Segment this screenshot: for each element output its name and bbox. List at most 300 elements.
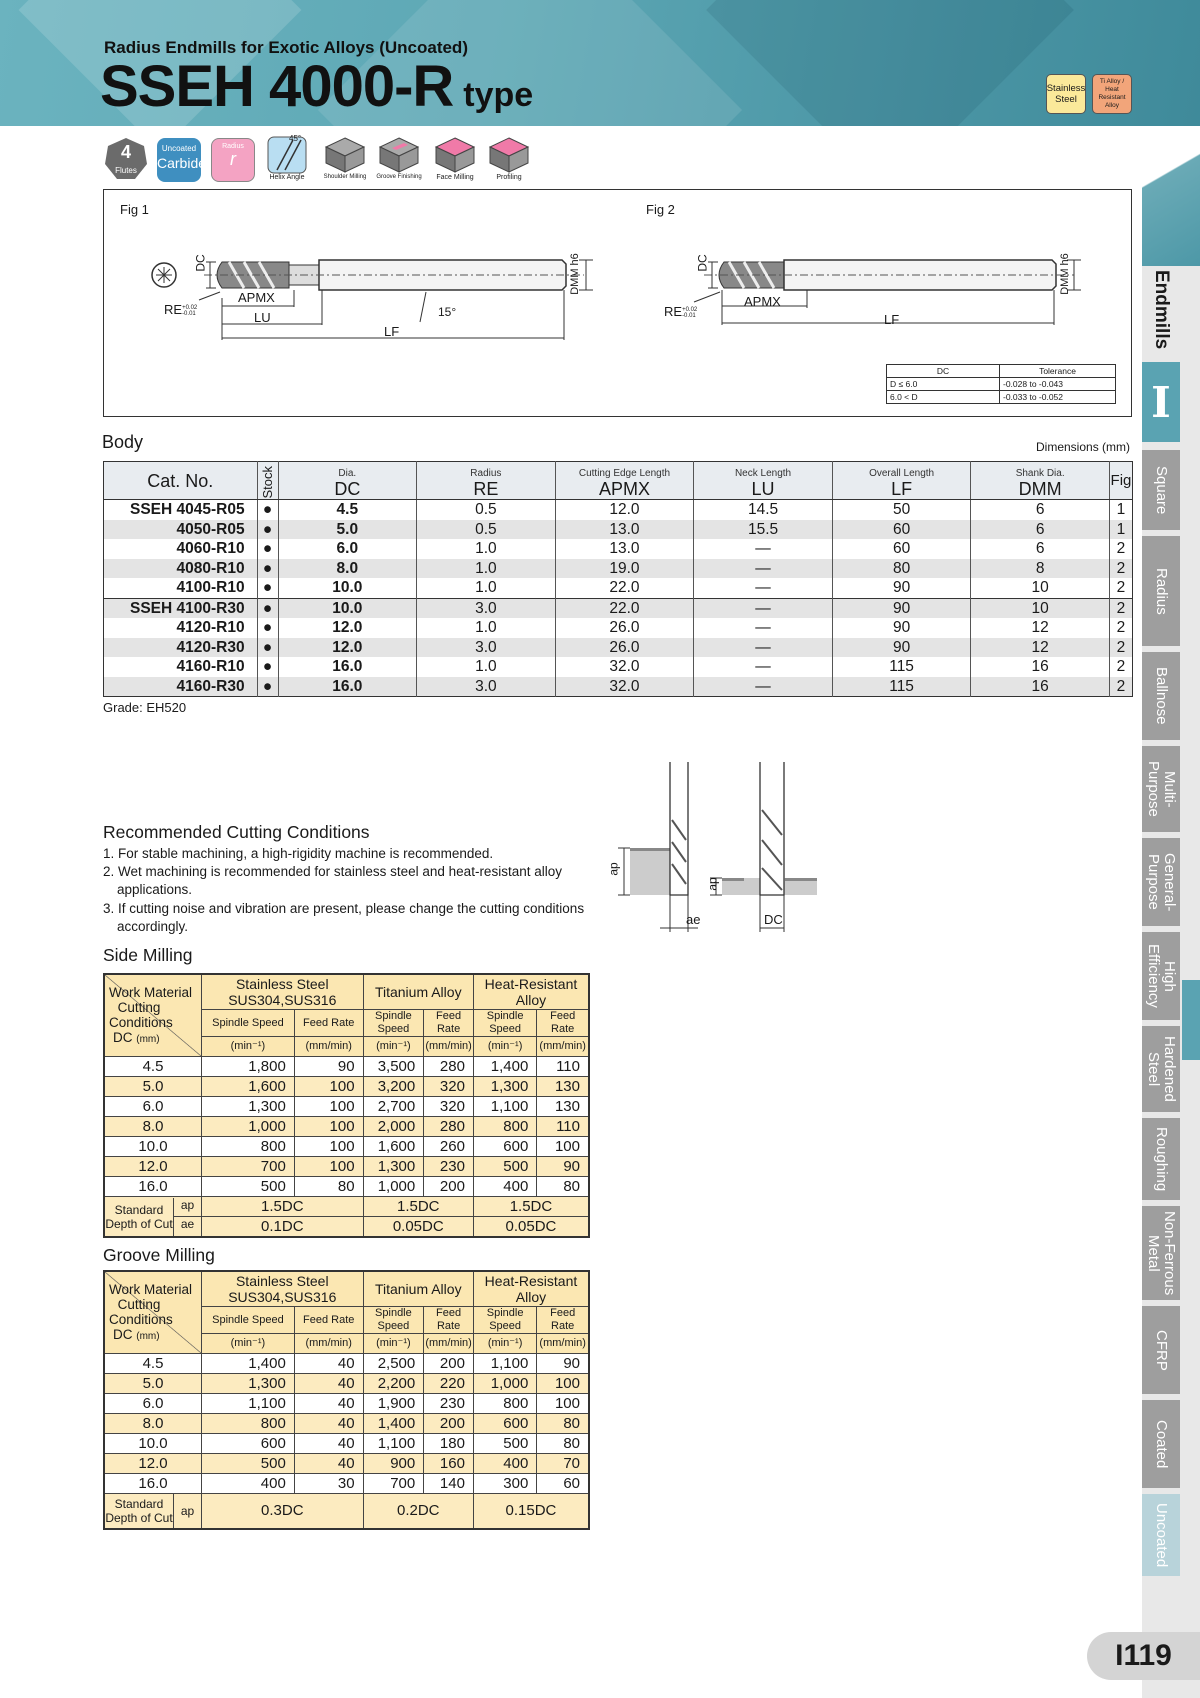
- value-cell: 1,100: [473, 1097, 536, 1117]
- value-cell: 1,400: [202, 1354, 295, 1374]
- re: 0.5: [417, 500, 556, 520]
- col-sublabel: Overall Length: [869, 468, 935, 479]
- table-row: [104, 1177, 589, 1197]
- table-row: [104, 1354, 589, 1374]
- re: 3.0: [417, 638, 556, 658]
- groove-finishing-icon: [375, 136, 423, 188]
- fig2-label: Fig 2: [646, 202, 675, 217]
- lf: 60: [832, 520, 971, 540]
- table-row: [104, 1117, 589, 1137]
- value-cell: 1,000: [363, 1177, 424, 1197]
- table-row: [104, 520, 1133, 540]
- stock: ●: [257, 559, 278, 579]
- value-cell: 40: [294, 1374, 363, 1394]
- feed-unit: (mm/min): [537, 1037, 589, 1057]
- speed-unit: (min⁻¹): [202, 1334, 295, 1354]
- dc-cell: 16.0: [104, 1474, 202, 1494]
- title-main: SSEH 4000-R: [100, 54, 454, 119]
- side-tab-label: Roughing: [1153, 1126, 1170, 1192]
- page-number: I119: [1087, 1632, 1200, 1680]
- col-cat-no: [104, 462, 258, 500]
- value-cell: 2,200: [363, 1374, 424, 1394]
- dc-unit: (mm): [136, 1033, 160, 1045]
- value-cell: 1,100: [202, 1394, 295, 1414]
- material-heat-resistant: Heat-Resistant Alloy: [473, 1271, 589, 1307]
- lu: —: [694, 657, 833, 677]
- dmm: 12: [971, 638, 1110, 658]
- fig: 2: [1109, 578, 1132, 598]
- dc: 12.0: [278, 638, 417, 658]
- apmx: 32.0: [555, 657, 694, 677]
- face-milling-icon: [431, 136, 479, 188]
- apmx: 13.0: [555, 520, 694, 540]
- tolerance-header: [887, 365, 1116, 378]
- tol-cell: -0.028 to -0.043: [1000, 378, 1116, 391]
- value-cell: 200: [424, 1177, 474, 1197]
- material-titanium: Titanium Alloy: [363, 1271, 473, 1307]
- dc-cell: 4.5: [104, 1057, 202, 1077]
- groove-milling-title: Groove Milling: [103, 1245, 215, 1265]
- dc-cell: 12.0: [104, 1157, 202, 1177]
- category-label-text: Endmills: [1151, 270, 1172, 350]
- dc-cell: 8.0: [104, 1117, 202, 1137]
- dimensions-note: Dimensions (mm): [1036, 440, 1131, 454]
- dc-cell: 10.0: [104, 1137, 202, 1157]
- side-tab-cfrp[interactable]: [1142, 1306, 1180, 1394]
- fig: 2: [1109, 539, 1132, 559]
- table-header-row: [104, 974, 589, 1010]
- value-cell: 1,400: [473, 1057, 536, 1077]
- helix-value: 45°: [289, 134, 302, 143]
- value-cell: 400: [473, 1454, 536, 1474]
- feed-label: Feed Rate: [424, 1307, 474, 1334]
- dc-cell: 5.0: [104, 1077, 202, 1097]
- apmx: 12.0: [555, 500, 694, 520]
- table-row: [104, 1454, 589, 1474]
- material-stainless: Stainless Steel SUS304,SUS316: [202, 1271, 364, 1307]
- cat-no: 4100-R10: [176, 579, 245, 597]
- tol-head-tolerance: Tolerance: [1000, 365, 1116, 378]
- fig: 1: [1109, 500, 1132, 520]
- table-row: [104, 539, 1133, 559]
- dc-cell: 12.0: [104, 1454, 202, 1474]
- side-tab-ballnose[interactable]: [1142, 652, 1180, 740]
- value-cell: 280: [424, 1057, 474, 1077]
- apmx: 22.0: [555, 578, 694, 598]
- side-tab-square[interactable]: [1142, 450, 1180, 530]
- value-cell: 500: [202, 1177, 295, 1197]
- stock: ●: [257, 677, 278, 697]
- side-tab-general-purpose[interactable]: [1142, 838, 1180, 926]
- value-cell: 180: [424, 1434, 474, 1454]
- value-cell: 1,300: [202, 1374, 295, 1394]
- ap-value: 1.5DC: [363, 1197, 473, 1217]
- tol-head-dc: DC: [887, 365, 1000, 378]
- value-cell: 80: [294, 1177, 363, 1197]
- dc: 16.0: [278, 657, 417, 677]
- stainless-steel-badge: Stainless Steel: [1046, 74, 1086, 114]
- fig: 2: [1109, 638, 1132, 658]
- table-row: [104, 500, 1133, 520]
- value-cell: 80: [537, 1414, 589, 1434]
- dc-unit: (mm): [136, 1330, 160, 1342]
- col-lu: [694, 462, 833, 500]
- title-suffix: type: [463, 76, 534, 114]
- dmm: 6: [971, 500, 1110, 520]
- col-dc: [278, 462, 417, 500]
- side-tab-label: Square: [1153, 465, 1170, 515]
- feed-label: Feed Rate: [537, 1010, 589, 1037]
- corner-header: [104, 974, 202, 1057]
- value-cell: 100: [537, 1137, 589, 1157]
- tol-cell: D ≤ 6.0: [887, 378, 1000, 391]
- table-row: [104, 1374, 589, 1394]
- fig1-dmm-label: DMM h6: [568, 253, 581, 295]
- value-cell: 1,900: [363, 1394, 424, 1414]
- value-cell: 200: [424, 1414, 474, 1434]
- side-tab-label: Non-Ferrous Metal: [1145, 1210, 1178, 1296]
- side-tab-label: High Efficiency: [1145, 944, 1178, 1008]
- table-row: [104, 657, 1133, 677]
- std-depth-wrap: [105, 1494, 201, 1528]
- feed-unit: (mm/min): [537, 1334, 589, 1354]
- value-cell: 800: [473, 1394, 536, 1414]
- dc-cell: 16.0: [104, 1177, 202, 1197]
- cat-no: SSEH 4100-R30: [104, 598, 258, 618]
- stock: ●: [257, 539, 278, 559]
- value-cell: 900: [363, 1454, 424, 1474]
- flutes-number: 4: [120, 142, 131, 162]
- cat-no: 4080-R10: [104, 559, 258, 579]
- active-tab-marker: [1182, 980, 1200, 1060]
- col-label: Stock: [260, 466, 276, 499]
- value-cell: 100: [294, 1077, 363, 1097]
- apmx: 32.0: [555, 677, 694, 697]
- table-row: [104, 638, 1133, 658]
- value-cell: 2,500: [363, 1354, 424, 1374]
- lu: 14.5: [694, 500, 833, 520]
- note-2: 2. Wet machining is recommended for stainless steel and heat-resistant alloy applications.: [103, 864, 562, 897]
- carbide-label: Carbide: [157, 155, 207, 171]
- cutting-conditions-label: Cutting Conditions: [109, 1296, 173, 1327]
- lu: —: [694, 578, 833, 598]
- figures-box: [103, 189, 1132, 417]
- heat-resistant-alloy-badge: Ti Alloy / Heat Resistant Alloy: [1092, 74, 1132, 114]
- lu: 15.5: [694, 520, 833, 540]
- apmx: 19.0: [555, 559, 694, 579]
- table-row: [104, 1077, 589, 1097]
- lu: —: [694, 638, 833, 658]
- table-row: [104, 1057, 589, 1077]
- dc: 10.0: [278, 598, 417, 618]
- dc-text: DC: [113, 1029, 133, 1045]
- value-cell: 140: [424, 1474, 474, 1494]
- ap-label: ap: [173, 1494, 201, 1528]
- side-milling-title: Side Milling: [103, 945, 193, 965]
- cat-no: 4120-R30: [104, 638, 258, 658]
- table-row: [104, 1434, 589, 1454]
- re: 1.0: [417, 559, 556, 579]
- feed-unit: (mm/min): [424, 1037, 474, 1057]
- fig: 1: [1109, 520, 1132, 540]
- side-tab-label: Hardened Steel: [1145, 1036, 1178, 1102]
- speed-label: Spindle Speed: [363, 1010, 424, 1037]
- section-letter-tab[interactable]: I: [1142, 362, 1180, 442]
- col-label: Fig: [1110, 472, 1132, 489]
- ap-value: 1.5DC: [473, 1197, 589, 1217]
- re-tol-lower: -0.01: [682, 312, 696, 319]
- std-depth-label-cell: [104, 1494, 202, 1530]
- re-tol-upper: +0.02: [682, 306, 698, 313]
- table-header-row: [104, 1271, 589, 1307]
- tol-cell: 6.0 < D: [887, 391, 1000, 404]
- fig1-dc-label: DC: [193, 254, 208, 272]
- dmm: 6: [971, 520, 1110, 540]
- ap-value: 0.15DC: [473, 1494, 589, 1530]
- lu: —: [694, 598, 833, 618]
- col-label: RE: [473, 479, 499, 499]
- std-depth-ap-row: [104, 1197, 589, 1217]
- value-cell: 260: [424, 1137, 474, 1157]
- lf: 90: [832, 598, 971, 618]
- re: 3.0: [417, 677, 556, 697]
- table-row: [104, 1414, 589, 1434]
- body-table-header: [104, 462, 1133, 500]
- recommended-title: Recommended Cutting Conditions: [103, 822, 370, 842]
- speed-unit: (min⁻¹): [473, 1037, 536, 1057]
- value-cell: 100: [537, 1394, 589, 1414]
- corner-header: [104, 1271, 202, 1354]
- std-depth-label: Standard Depth of Cut: [105, 1202, 173, 1231]
- value-cell: 100: [294, 1137, 363, 1157]
- side-tab-roughing[interactable]: [1142, 1118, 1180, 1200]
- value-cell: 1,300: [473, 1077, 536, 1097]
- value-cell: 3,500: [363, 1057, 424, 1077]
- stock: ●: [257, 657, 278, 677]
- col-label: LF: [891, 479, 913, 499]
- cat-no: 4050-R05: [104, 520, 258, 540]
- ap-value: 1.5DC: [202, 1197, 364, 1217]
- cat-no: 4160-R30: [104, 677, 258, 697]
- value-cell: 500: [473, 1434, 536, 1454]
- profiling-icon: [485, 136, 533, 188]
- value-cell: 3,200: [363, 1077, 424, 1097]
- banner-facet: [706, 0, 1074, 126]
- fig2-lf-label: LF: [884, 312, 900, 327]
- cat-no: SSEH 4045-R05: [129, 501, 245, 519]
- col-fig: [1109, 462, 1132, 500]
- feed-label: Feed Rate: [424, 1010, 474, 1037]
- value-cell: 100: [294, 1157, 363, 1177]
- table-row: [104, 559, 1133, 579]
- value-cell: 230: [424, 1157, 474, 1177]
- fig: 2: [1109, 677, 1132, 697]
- fig1-re-label: [164, 302, 197, 317]
- table-row: [104, 598, 1133, 618]
- side-tab-label: Coated: [1153, 1419, 1170, 1469]
- groove-milling-table: [103, 1270, 590, 1530]
- face-label: Face Milling: [436, 174, 474, 181]
- fig: 2: [1109, 559, 1132, 579]
- radius-symbol: r: [230, 149, 236, 169]
- dc-cell: 5.0: [104, 1374, 202, 1394]
- re-tol-lower: -0.01: [182, 310, 196, 317]
- side-tab-label: Radius: [1153, 567, 1170, 615]
- dmm: 6: [971, 539, 1110, 559]
- side-tab-multi-purpose[interactable]: [1142, 746, 1180, 832]
- fig2-dc-label: DC: [695, 254, 710, 272]
- shoulder-milling-icon: [321, 136, 369, 188]
- note-3: 3. If cutting noise and vibration are present, please change the cutting conditions accordingly.: [103, 901, 585, 934]
- value-cell: 1,300: [363, 1157, 424, 1177]
- value-cell: 1,000: [202, 1117, 295, 1137]
- value-cell: 1,100: [473, 1354, 536, 1374]
- table-row: [104, 1394, 589, 1414]
- flutes-icon: [103, 136, 149, 182]
- col-lf: [832, 462, 971, 500]
- value-cell: 220: [424, 1374, 474, 1394]
- value-cell: 500: [473, 1157, 536, 1177]
- value-cell: 40: [294, 1434, 363, 1454]
- col-sublabel: Shank Dia.: [1015, 468, 1065, 479]
- fig2-dmm-label: DMM h6: [1058, 253, 1071, 295]
- feed-label: Feed Rate: [537, 1307, 589, 1334]
- value-cell: 110: [537, 1057, 589, 1077]
- dmm: 8: [971, 559, 1110, 579]
- groove-label: Groove Finishing: [376, 174, 422, 180]
- re: 1.0: [417, 578, 556, 598]
- feed-label: Feed Rate: [294, 1010, 363, 1037]
- value-cell: 1,600: [202, 1077, 295, 1097]
- value-cell: 1,800: [202, 1057, 295, 1077]
- dc-cell: 6.0: [104, 1097, 202, 1117]
- value-cell: 80: [537, 1177, 589, 1197]
- re-tolerance: [182, 305, 197, 317]
- header-banner: [0, 0, 1200, 126]
- lu: —: [694, 559, 833, 579]
- cat-no: 4060-R10: [176, 540, 245, 558]
- cutting-conditions-label: Cutting Conditions: [109, 999, 173, 1030]
- ae-value: 0.05DC: [473, 1217, 589, 1238]
- speed-unit: (min⁻¹): [473, 1334, 536, 1354]
- speed-unit: (min⁻¹): [202, 1037, 295, 1057]
- radius-icon: [211, 138, 255, 182]
- side-tab-uncoated[interactable]: [1142, 1494, 1180, 1576]
- re-text: RE: [164, 302, 183, 317]
- ap-value: 0.2DC: [363, 1494, 473, 1530]
- col-apmx: [555, 462, 694, 500]
- std-depth-wrap: [105, 1198, 201, 1236]
- lu: —: [694, 618, 833, 638]
- diagram-ae-label: ae: [686, 912, 701, 927]
- diagram-ap-label: ap: [606, 862, 621, 876]
- ap-label: ap: [174, 1198, 201, 1218]
- apmx: 26.0: [555, 638, 694, 658]
- value-cell: 130: [537, 1077, 589, 1097]
- tol-cell: -0.033 to -0.052: [1000, 391, 1116, 404]
- col-sublabel: Dia.: [338, 468, 357, 479]
- speed-label: Spindle Speed: [363, 1307, 424, 1334]
- table-row: [104, 1097, 589, 1117]
- speed-unit: (min⁻¹): [363, 1037, 424, 1057]
- dc-text: DC: [113, 1326, 133, 1342]
- re-tolerance: [682, 307, 697, 319]
- material-stainless: Stainless Steel SUS304,SUS316: [202, 974, 364, 1010]
- lu: —: [694, 677, 833, 697]
- apmx: 22.0: [555, 598, 694, 618]
- value-cell: 700: [202, 1157, 295, 1177]
- cat-no: 4120-R10: [176, 619, 245, 637]
- std-depth-label-cell: [104, 1197, 202, 1238]
- std-depth-sublabels: [173, 1198, 201, 1236]
- dc: 6.0: [278, 539, 417, 559]
- dmm: 10: [971, 598, 1110, 618]
- col-dmm: [971, 462, 1110, 500]
- note-1: 1. For stable machining, a high-rigidity machine is recommended.: [103, 846, 494, 861]
- value-cell: 600: [202, 1434, 295, 1454]
- feed-unit: (mm/min): [294, 1037, 363, 1057]
- side-tab-high-efficiency[interactable]: [1142, 932, 1180, 1020]
- re: 0.5: [417, 520, 556, 540]
- feed-label: Feed Rate: [294, 1307, 363, 1334]
- speed-label: Spindle Speed: [202, 1010, 295, 1037]
- shoulder-label: Shoulder Milling: [323, 174, 367, 180]
- table-row: [104, 1137, 589, 1157]
- stock: ●: [257, 578, 278, 598]
- value-cell: 2,000: [363, 1117, 424, 1137]
- value-cell: 500: [202, 1454, 295, 1474]
- col-sublabel: Cutting Edge Length: [578, 468, 671, 479]
- fig: 2: [1109, 657, 1132, 677]
- body-table: [103, 461, 1133, 697]
- value-cell: 600: [473, 1414, 536, 1434]
- body-title: Body: [102, 432, 144, 452]
- side-tab-radius[interactable]: [1142, 536, 1180, 646]
- side-tab-hardened-steel[interactable]: [1142, 1026, 1180, 1112]
- side-tab-non-ferrous-metal[interactable]: [1142, 1206, 1180, 1300]
- lf: 90: [832, 638, 971, 658]
- value-cell: 40: [294, 1454, 363, 1474]
- fig: 2: [1109, 598, 1132, 618]
- side-tab-coated[interactable]: [1142, 1400, 1180, 1488]
- value-cell: 40: [294, 1414, 363, 1434]
- value-cell: 1,600: [363, 1137, 424, 1157]
- ae-value: 0.05DC: [363, 1217, 473, 1238]
- value-cell: 400: [473, 1177, 536, 1197]
- value-cell: 1,400: [363, 1414, 424, 1434]
- col-label: DMM: [1018, 479, 1062, 499]
- apmx: 26.0: [555, 618, 694, 638]
- lf: 50: [832, 500, 971, 520]
- fig1-angle-label: 15°: [438, 305, 457, 319]
- table-row: [104, 618, 1133, 638]
- speed-label: Spindle Speed: [473, 1307, 536, 1334]
- value-cell: 300: [473, 1474, 536, 1494]
- material-heat-resistant: Heat-Resistant Alloy: [473, 974, 589, 1010]
- value-cell: 800: [202, 1137, 295, 1157]
- flutes-label: Flutes: [115, 166, 137, 175]
- dmm: 16: [971, 677, 1110, 697]
- re: 1.0: [417, 539, 556, 559]
- dc: 5.0: [278, 520, 417, 540]
- work-material-label: Work Material: [109, 1281, 193, 1297]
- diagram-dc-label: DC: [764, 912, 783, 927]
- cutting-diagram: [600, 760, 830, 935]
- diagram-ap-label-2: ap: [705, 877, 720, 891]
- value-cell: 400: [202, 1474, 295, 1494]
- apmx: 13.0: [555, 539, 694, 559]
- std-depth-ap-row: [104, 1494, 589, 1530]
